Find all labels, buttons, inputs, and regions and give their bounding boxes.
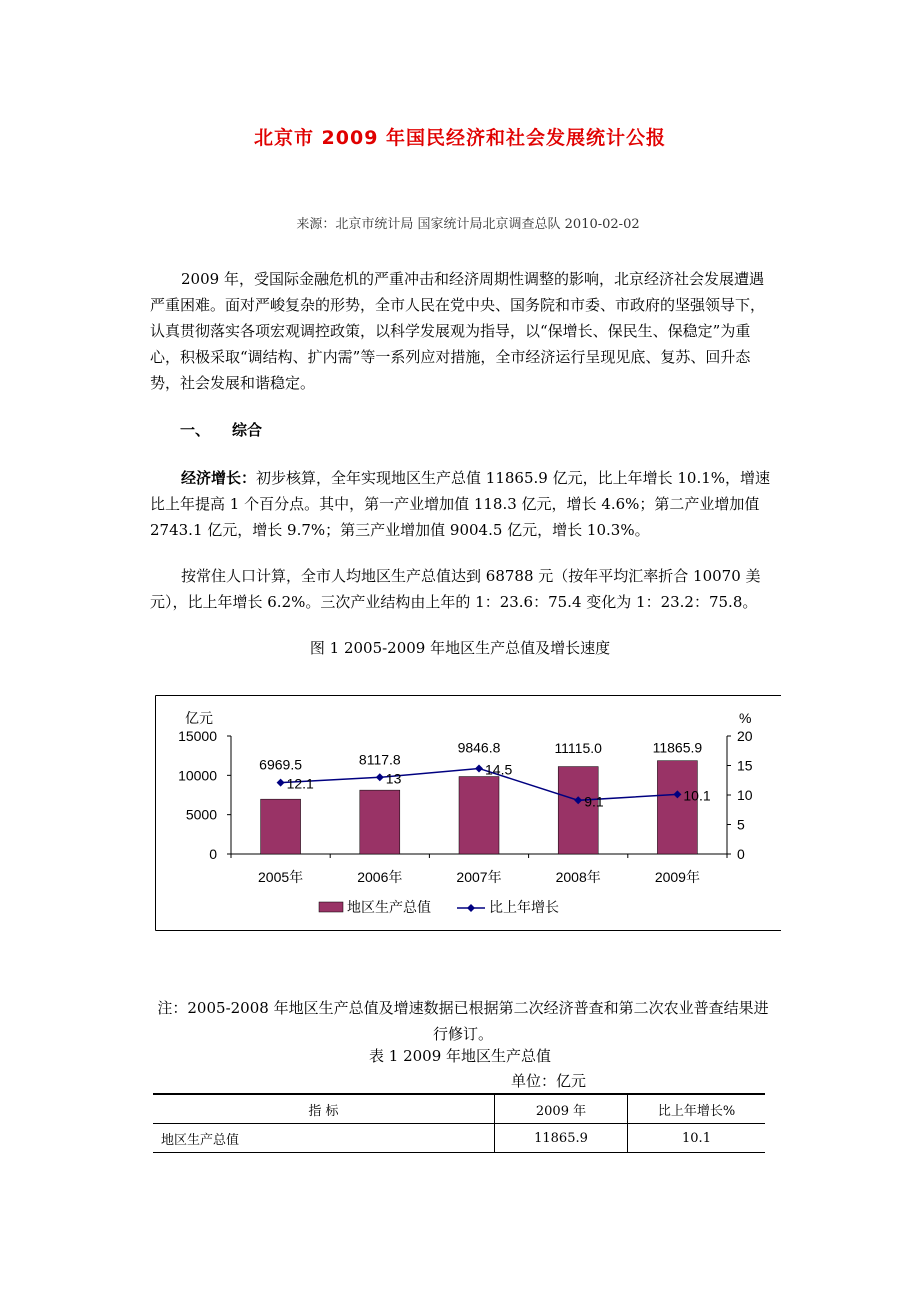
legend-bar-swatch <box>319 902 343 912</box>
section-heading <box>180 419 284 440</box>
growth-data-label: 9.1 <box>584 793 604 810</box>
growth-data-label: 12.1 <box>286 775 314 792</box>
y-right-tick-label: 20 <box>737 728 753 744</box>
intro-paragraph <box>150 266 772 396</box>
legend-bar-label: 地区生产总值 <box>347 899 431 915</box>
growth-data-label: 14.5 <box>485 761 513 778</box>
gdp-bar-data-label: 11115.0 <box>554 740 602 756</box>
y-left-tick-label: 0 <box>209 846 217 862</box>
gdp-bar-data-label: 11865.9 <box>652 739 703 756</box>
y-right-tick-label: 5 <box>737 816 745 833</box>
chart-note: 注：2005-2008 年地区生产总值及增速数据已根据第二次经济普查和第二次农业普查结果进行修订。 <box>157 999 769 1043</box>
gdp-bar-data-label: 6969.5 <box>259 756 303 773</box>
header-year: 2009 年 <box>495 1094 628 1124</box>
x-tick-label: 2008年 <box>555 869 601 885</box>
intro-text: 2009 年，受国际金融危机的严重冲击和经济周期性调整的影响，北京经济社会发展遭遇严重困难。面对严峻复杂的形势，全市人民在党中央、国务院和市委、市政府的坚强领导下，认真贯彻落实各项宏观调控政策，以科学发展观为指导，以“保增长、保民生、保稳定”为重心，积极采取“调结构、扩内需”等一系列应对措施，全市经济运行呈现见底、复苏、回升态势，社会发展和谐稳定。 <box>150 270 766 392</box>
x-tick-label: 2007年 <box>456 869 502 885</box>
gdp-bar <box>657 761 697 854</box>
growth-paragraph <box>150 465 772 543</box>
gdp-bar <box>558 767 598 854</box>
table-header-row <box>153 1094 765 1124</box>
header-growth: 比上年增长% <box>628 1094 766 1124</box>
table-row <box>153 1124 765 1153</box>
gdp-bar <box>459 777 499 854</box>
table-title: 表 1 2009 年地区生产总值 <box>368 1047 552 1065</box>
growth-marker <box>475 764 483 772</box>
x-tick-label: 2009年 <box>654 869 700 885</box>
legend-line-label: 比上年增长 <box>489 899 559 915</box>
percapita-paragraph <box>150 563 772 615</box>
figure-title: 图 1 2005-2009 年地区生产总值及增长速度 <box>309 639 611 657</box>
document-source: 来源：北京市统计局 国家统计局北京调查总队 2010-02-02 <box>296 217 640 232</box>
cell-growth-value: 10.1 <box>628 1124 766 1153</box>
chart-legend <box>319 899 559 915</box>
table-unit: 单位：亿元 <box>511 1072 587 1090</box>
document-title: 北京市 2009 年国民经济和社会发展统计公报 <box>253 127 667 149</box>
y-left-tick-label: 10000 <box>178 767 217 784</box>
growth-data-label: 13 <box>385 770 402 787</box>
header-indicator: 指 标 <box>153 1094 495 1124</box>
growth-label: 经济增长： <box>181 469 257 487</box>
gdp-bar <box>261 799 301 854</box>
gdp-chart <box>155 695 781 931</box>
gdp-bar-data-label: 9846.8 <box>457 739 501 756</box>
x-tick-label: 2005年 <box>258 869 304 885</box>
legend-line-marker <box>467 904 475 912</box>
section-number: 一、 <box>180 421 211 439</box>
y-right-tick-label: 0 <box>737 846 745 862</box>
cell-year-value: 11865.9 <box>495 1124 628 1153</box>
section-title: 综合 <box>232 421 263 439</box>
growth-data-label: 10.1 <box>683 787 711 804</box>
cell-indicator: 地区生产总值 <box>153 1124 495 1153</box>
y-left-unit-label: 亿元 <box>185 710 213 726</box>
y-right-tick-label: 10 <box>737 787 753 803</box>
y-right-tick-label: 15 <box>737 757 753 774</box>
growth-text: 初步核算，全年实现地区生产总值 11865.9 亿元，比上年增长 10.1%，增速比上年提高 1 个百分点。其中，第一产业增加值 118.3 亿元，增长 4.6%；第二产业增加值 2743.1 亿元，增长 9.7%；第三产业增加值 9004.5 亿元，增长 10.3%。 <box>150 469 771 539</box>
percapita-text: 按常住人口计算，全市人均地区生产总值达到 68788 元（按年平均汇率折合 10070 美元），比上年增长 6.2%。三次产业结构由上年的 1：23.6：75.4 变化为 1：23.2：75.8。 <box>150 567 761 611</box>
gdp-bar-data-label: 8117.8 <box>358 751 401 768</box>
growth-marker <box>277 779 285 787</box>
gdp-table <box>153 1093 765 1153</box>
gdp-bar <box>360 790 400 854</box>
y-right-unit-label: % <box>739 710 752 726</box>
y-left-tick-label: 5000 <box>185 806 217 823</box>
x-tick-label: 2006年 <box>357 869 403 885</box>
y-left-tick-label: 15000 <box>178 728 217 744</box>
growth-marker <box>376 773 384 781</box>
